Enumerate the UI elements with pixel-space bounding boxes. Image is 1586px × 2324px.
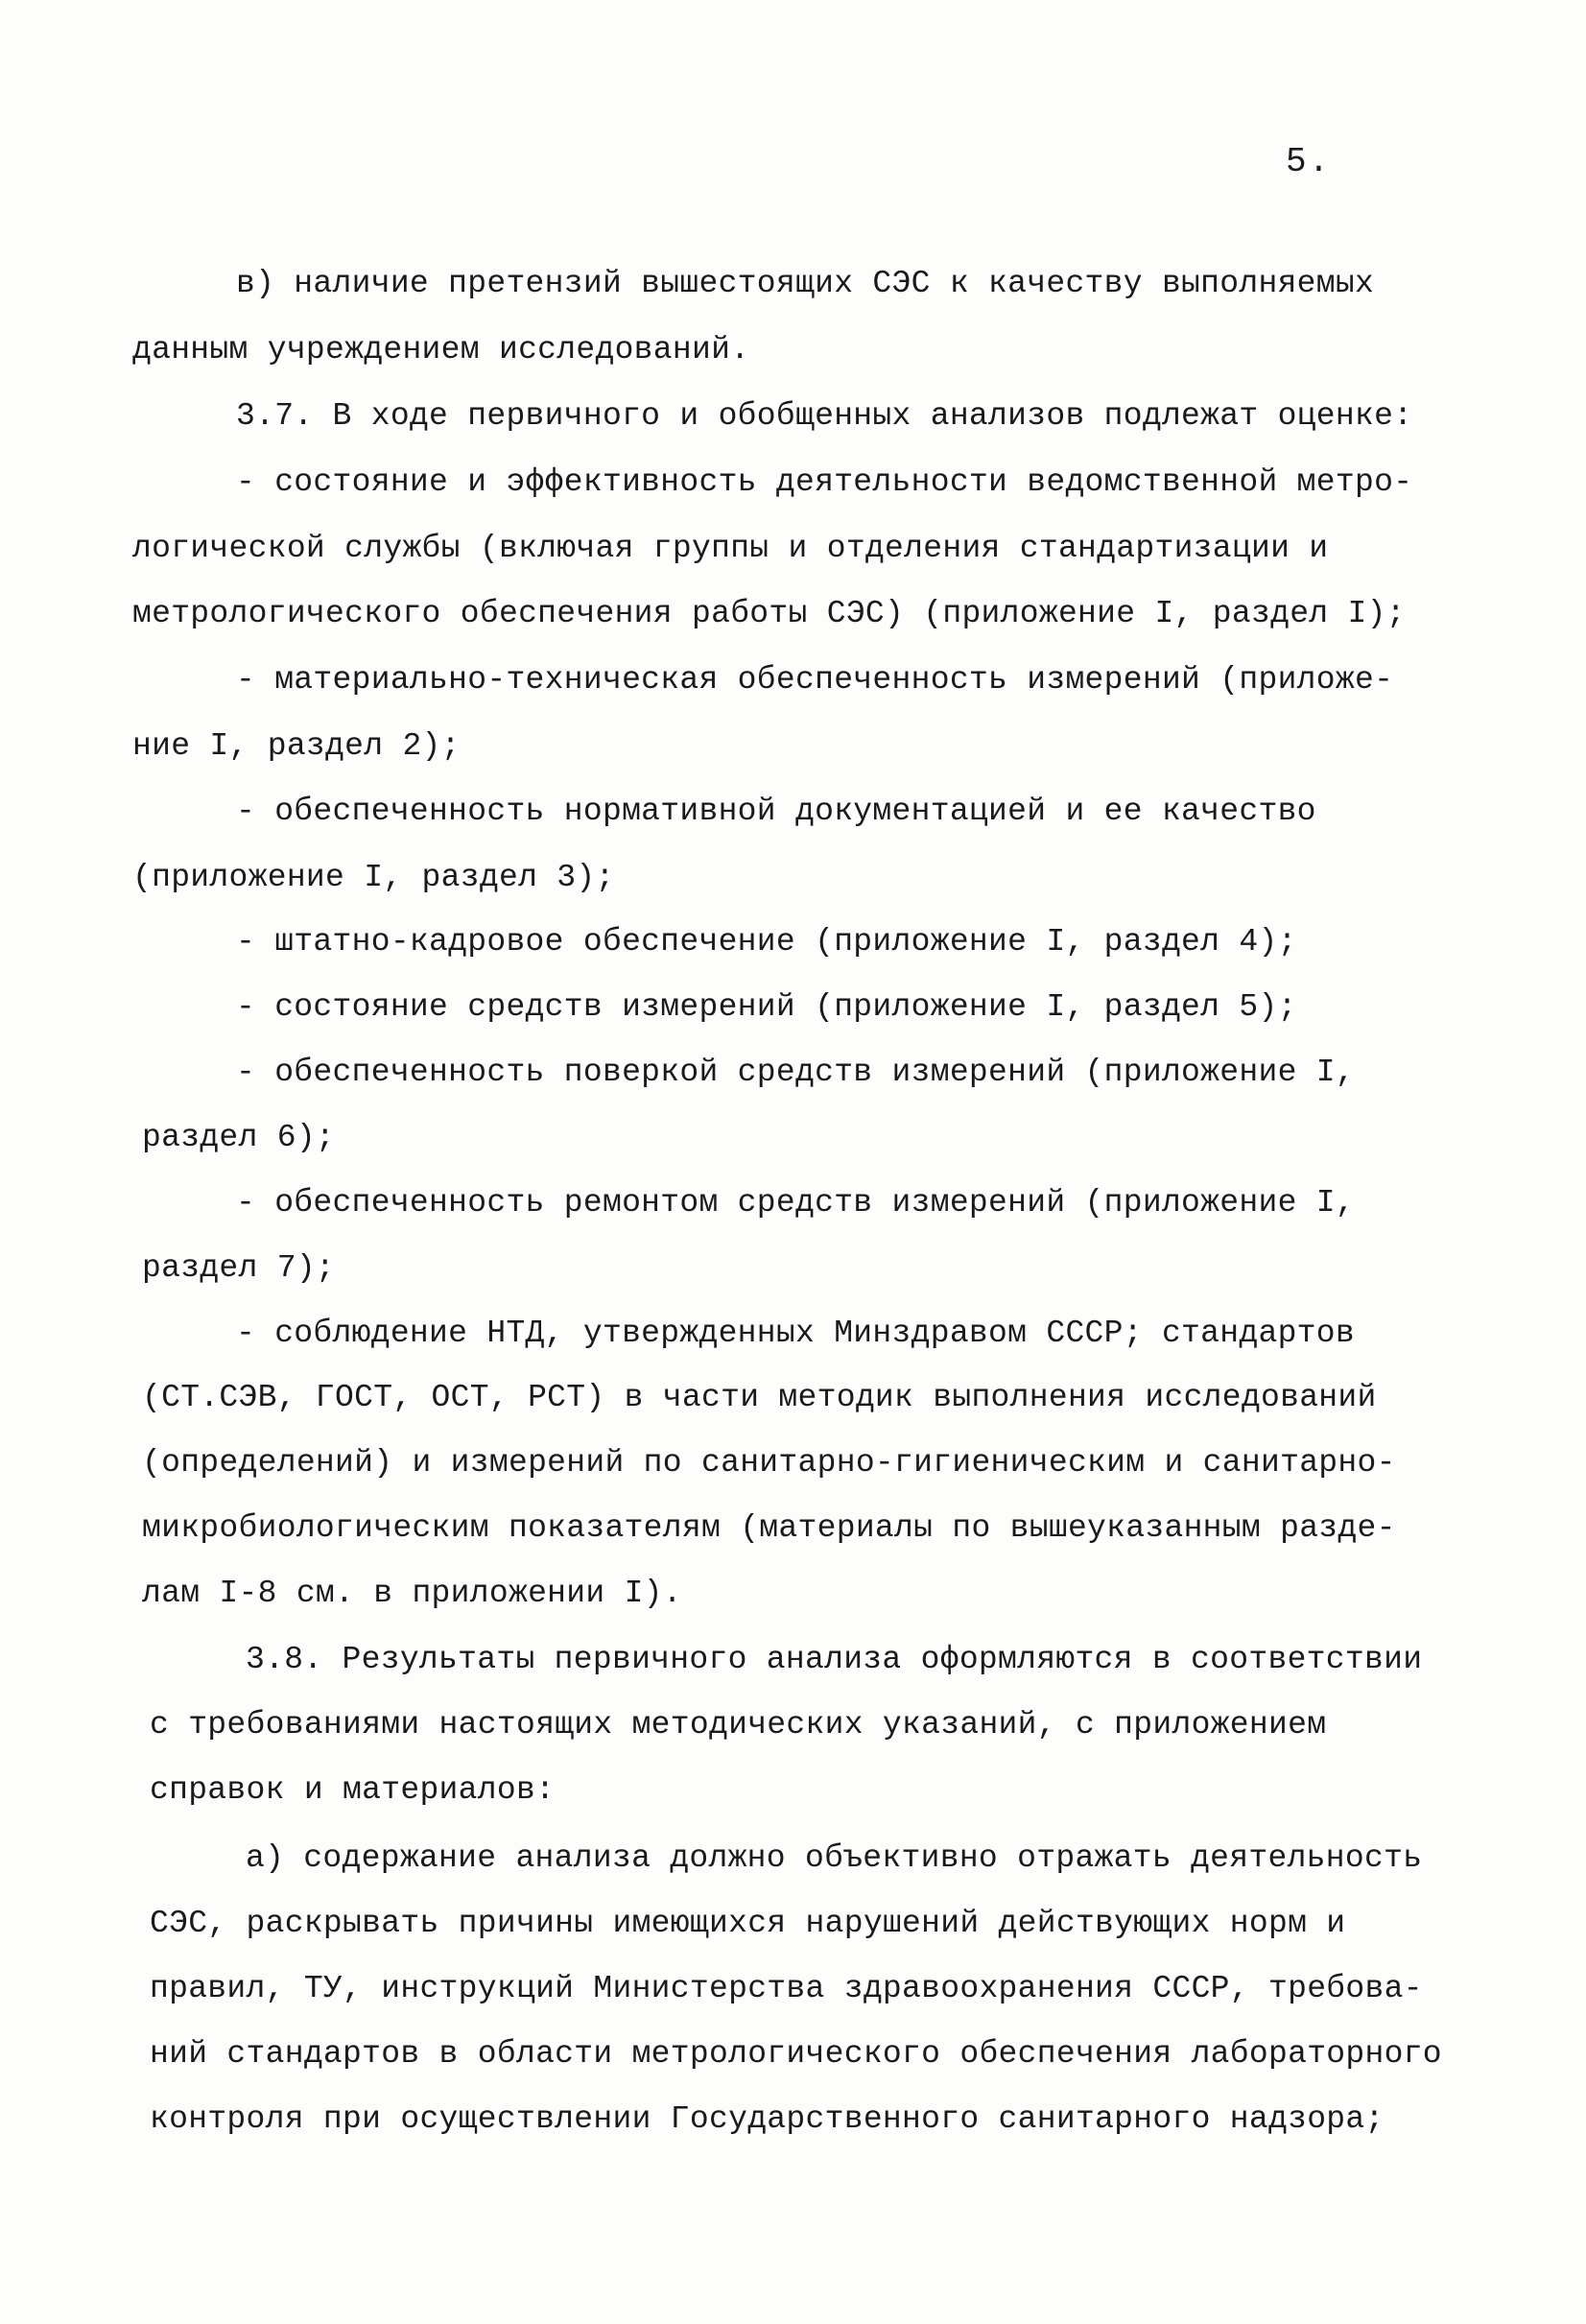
text-line: 3.8. Результаты первичного анализа оформляются в соответствии: [246, 1642, 1423, 1677]
text-line: лам I-8 см. в приложении I).: [142, 1576, 682, 1611]
text-line: - обеспеченность нормативной документацией и ее качество: [236, 794, 1316, 829]
text-line: данным учреждением исследований.: [132, 332, 750, 368]
text-line: метрологического обеспечения работы СЭС) (приложение I, раздел I);: [132, 596, 1406, 631]
text-line: правил, ТУ, инструкций Министерства здравоохранения СССР, требова-: [150, 1971, 1423, 2006]
text-line: логической службы (включая группы и отделения стандартизации и: [132, 531, 1329, 566]
text-line: - соблюдение НТД, утвержденных Минздравом СССР; стандартов: [236, 1316, 1355, 1351]
text-line: ний стандартов в области метрологического обеспечения лабораторного: [150, 2036, 1442, 2072]
text-line: микробиологическим показателям (материалы по вышеуказанным разде-: [142, 1510, 1396, 1546]
text-line: раздел 7);: [142, 1250, 336, 1286]
text-line: - штатно-кадровое обеспечение (приложение I, раздел 4);: [236, 924, 1297, 960]
text-line: (СТ.СЭВ, ГОСТ, ОСТ, РСТ) в части методик выполнения исследований: [142, 1380, 1377, 1415]
text-line: раздел 6);: [142, 1120, 336, 1155]
text-line: - материально-техническая обеспеченность измерений (приложе-: [236, 662, 1394, 698]
text-line: в) наличие претензий вышестоящих СЭС к качеству выполняемых: [236, 266, 1375, 301]
text-line: (приложение I, раздел 3);: [132, 860, 615, 895]
page-number: 5.: [1286, 142, 1332, 181]
text-line: контроля при осуществлении Государственного санитарного надзора;: [150, 2101, 1385, 2137]
text-line: - состояние и эффективность деятельности ведомственной метро-: [236, 464, 1413, 500]
text-line: справок и материалов:: [150, 1772, 556, 1808]
text-line: (определений) и измерений по санитарно-гигиеническим и санитарно-: [142, 1445, 1396, 1481]
text-line: СЭС, раскрывать причины имеющихся нарушений действующих норм и: [150, 1906, 1346, 1941]
text-line: - обеспеченность поверкой средств измерений (приложение I,: [236, 1055, 1355, 1090]
text-line: ние I, раздел 2);: [132, 728, 461, 764]
text-line: а) содержание анализа должно объективно отражать деятельность: [246, 1840, 1423, 1876]
text-line: - обеспеченность ремонтом средств измерений (приложение I,: [236, 1185, 1355, 1221]
text-line: - состояние средств измерений (приложение I, раздел 5);: [236, 989, 1297, 1025]
text-line: 3.7. В ходе первичного и обобщенных анализов подлежат оценке:: [236, 398, 1413, 434]
text-line: с требованиями настоящих методических указаний, с приложением: [150, 1707, 1327, 1743]
